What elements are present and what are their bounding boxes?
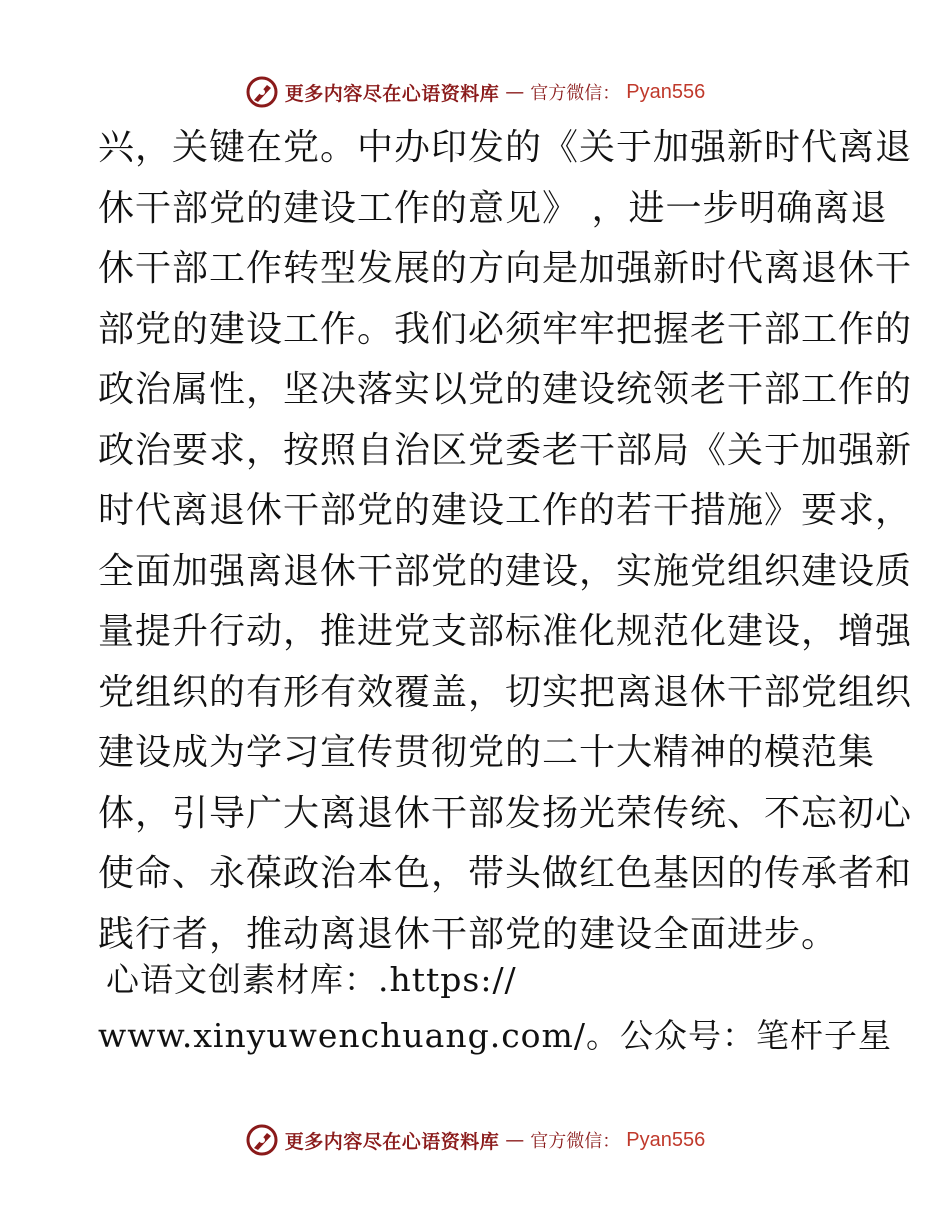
- text-line: 时代离退休干部党的建设工作的若干措施》要求，: [98, 490, 913, 531]
- pen-logo-icon: [245, 1123, 279, 1157]
- source-line-2[interactable]: www.xinyuwenchuang.com/。公众号：笔杆子星: [98, 1016, 892, 1055]
- body-text: [98, 118, 913, 965]
- banner-wechat-label: 官方微信：: [530, 83, 621, 104]
- text-line: 休干部党的建设工作的意见》 ，进一步明确离退: [98, 187, 888, 229]
- text-line: 使命、永葆政治本色，带头做红色基因的传承者和: [98, 853, 913, 894]
- banner-text: 更多内容尽在心语资料库: [284, 1130, 500, 1153]
- text-line: 体，引导广大离退休干部发扬光荣传统、不忘初心: [98, 792, 913, 834]
- text-line: 全面加强离退休干部党的建设，实施党组织建设质: [98, 550, 913, 592]
- banner-wechat-id: Pyan556: [626, 80, 706, 103]
- text-line: 兴，关键在党。中办印发的《关于加强新时代离退: [98, 127, 913, 168]
- pen-logo-icon: [245, 75, 279, 109]
- source-note: [98, 952, 892, 1064]
- text-line: 部党的建设工作。我们必须牢牢把握老干部工作的: [98, 308, 913, 350]
- text-line: 政治属性，坚决落实以党的建设统领老干部工作的: [98, 369, 913, 410]
- banner-wechat-id: Pyan556: [626, 1128, 706, 1151]
- text-line: 践行者，推动离退休干部党的建设全面进步。: [98, 913, 839, 955]
- text-line: 建设成为学习宣传贯彻党的二十大精神的模范集: [98, 732, 876, 773]
- text-line: 党组织的有形有效覆盖，切实把离退休干部党组织: [98, 671, 913, 713]
- source-line-1: 心语文创素材库：.https://: [106, 960, 517, 999]
- banner-dash: —: [505, 1129, 525, 1151]
- banner-dash: —: [505, 81, 525, 103]
- banner-wechat-label: 官方微信：: [530, 1131, 621, 1152]
- text-line: 休干部工作转型发展的方向是加强新时代离退休干: [98, 248, 913, 289]
- text-line: 政治要求，按照自治区党委老干部局《关于加强新: [98, 429, 913, 471]
- footer-banner: [0, 1120, 950, 1160]
- header-banner: [0, 72, 950, 112]
- text-line: 量提升行动，推进党支部标准化规范化建设，增强: [98, 611, 913, 652]
- banner-text: 更多内容尽在心语资料库: [284, 82, 500, 105]
